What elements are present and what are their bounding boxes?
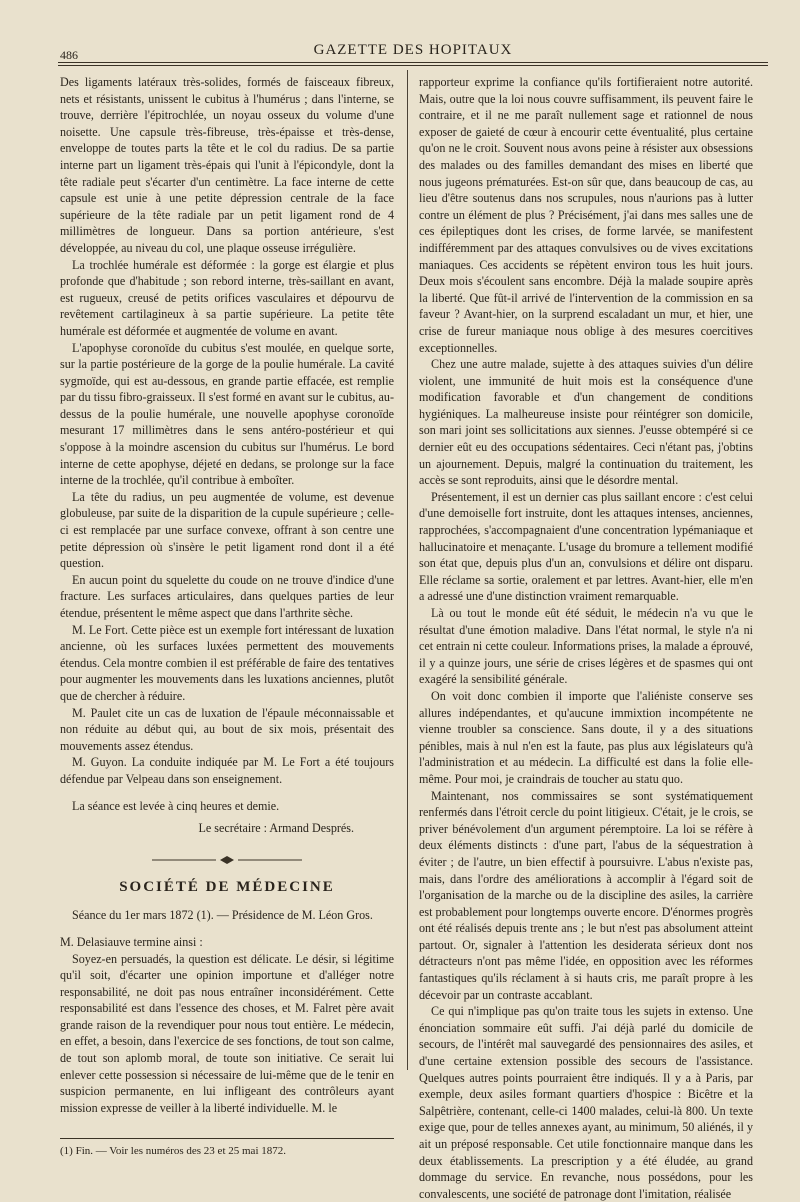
paragraph: M. Guyon. La conduite indiquée par M. Le Fort a été toujours défendue par Velpeau dans son enseignement. <box>60 755 394 786</box>
section-title: SOCIÉTÉ DE MÉDECINE <box>119 878 335 895</box>
footnote-rule <box>60 1138 394 1139</box>
page-header <box>58 40 768 62</box>
page-number: 486 <box>60 48 78 62</box>
paragraph: Des ligaments latéraux très-solides, formés de faisceaux fibreux, nets et résistants, unissent le cubitus à l'humérus ; dans l'interne, se trouve, derrière l'épitrochlée, un noyau osseux du volume d'une noisette. Une capsule très-fibreuse, très-épaisse et très-dense, enveloppe de toutes parts la tête et le col du radius. De sa partie interne part un ligament très-épais qui l'unit à l'épicondyle, dont la tête radiale peut s'écarter d'un centimètre. La face interne de cette capsule est unie à une petite dépression centrale de la face supérieure de la tête radiale par un petit ligament rond de 4 millimètres de longueur. Dans sa portion antérieure, s'est développée, au niveau du col, une plaque osseuse irrégulière. <box>60 75 394 255</box>
right-column <box>419 74 753 1202</box>
paragraph: M. Le Fort. Cette pièce est un exemple fort intéressant de luxation ancienne, où les surfaces luxées permettent des mouvements étendus. Cela montre combien il est préférable de faire des tentatives pour augmenter les mouvements dans les luxations anciennes, plutôt que de chercher à réduire. <box>60 622 394 703</box>
secretary-signature: Le secrétaire : Armand Després. <box>198 821 354 836</box>
header-rule <box>58 62 768 63</box>
paragraph: L'apophyse coronoïde du cubitus s'est moulée, en quelque sorte, sur la partie postérieure de la gorge de la poulie humérale. La cavité sygmoïde, qui est au-dessous, en grande partie effacée, est remplie par du tissu fibro-graisseux. Il s'est formé en avant sur le cubitus, au-dessus de la poulie humérale, une nouvelle apophyse coronoïde mesurant 17 millimètres dans le sens antéro-postérieur et qui s'oppose à la moindre ascension du cubitus sur l'humérus. Le bord interne de cette apophyse, déjeté en dedans, se prolonge sur la face interne de la trochlée, qu'il contribue à emboîter. <box>60 340 394 488</box>
paragraph: Chez une autre malade, sujette à des attaques suivies d'un délire violent, une immunité de huit mois est la conséquence d'une modification favorable et d'un changement de conditions hygiéniques. La malheureuse insiste pour réintégrer son domicile, son mari joint ses sollicitations aux siennes. J'eusse obtempéré si ce dernier eût eu des occupations sédentaires. Ceci n'étant pas, j'obtins un ajournement. Depuis, malgré la continuation du traitement, les accès se sont reproduits, ainsi que le désordre mental. <box>419 357 753 488</box>
paragraph: Présentement, il est un dernier cas plus saillant encore : c'est celui d'une demoiselle fort instruite, dont les attaques intenses, anciennes, rapprochées, s'accompagnaient d'une concentration lypémaniaque et hallucinatoire et menaçante. L'usage du bromure a tellement modifié son état que, depuis plus d'un an, convulsions et délire ont disparu. Elle réclame sa sortie, oralement et par lettres. Avant-hier, elle m'en a adressé une d'une distinction vraiment remarquable. <box>419 489 753 604</box>
left-column <box>60 74 394 1160</box>
header-rule-double <box>58 65 768 66</box>
running-title: GAZETTE DES HOPITAUX <box>313 42 513 58</box>
speaker-intro: M. Delasiauve termine ainsi : <box>60 934 203 949</box>
speech-paragraph: Soyez-en persuadés, la question est délicate. Le désir, si légitime qu'il soit, d'écarter une opinion importune et d'alléger notre responsabilité, ne doit pas nous entraîner inconsidérément. Cette responsabilité est dans l'essence des choses, et M. Falret père avait grande raison de la revendiquer pour nous tout entière. Le médecin, en effet, a besoin, dans l'exercice de ses fonctions, de tout son calme, de tout son aplomb moral, de toute son initiative. Ce serait lui enlever cette possession si nécessaire de lui-même que de le tenir en suspicion permanente, en lui infligeant des contrôleurs ayant mission expresse de veiller à la liberté individuelle. M. le <box>60 951 394 1115</box>
paragraph: Maintenant, nos commissaires se sont systématiquement renfermés dans l'étroit cercle du point litigieux. C'était, je le crois, se priver bénévolement d'un argument péremptoire. La loi se réfère à deux éléments distincts : d'une part, l'abus de la séquestration à éviter ; de l'autre, un bien effectif à poursuivre. L'abus n'existe pas, mais, dans l'ordre des améliorations à accomplir à l'égard soit de l'organisation de la marche ou de la discipline des asiles, la carrière est probablement pour longtemps ouverte encore. D'énormes progrès ont été réalisés depuis trente ans ; le but n'est pas absolument atteint partout. Or, signaler à l'attention les desiderata sérieux dont nos détracteurs n'ont pas même l'idée, en opposition avec les réformes fantastiques qu'ils réclament à si hauts cris, me paraît propre à les décevoir par un contraste accablant. <box>419 788 753 1002</box>
column-divider <box>407 70 408 1070</box>
ornament-divider <box>152 855 302 865</box>
paragraph: La tête du radius, un peu augmentée de volume, est devenue globuleuse, par suite de la disparition de la cupule supérieure ; celle-ci est remplacée par une surface convexe, offrant à son centre une petite dépression où s'insère le petit ligament rond dont il a été question. <box>60 489 394 571</box>
closing-line: La séance est levée à cinq heures et demie. <box>72 798 280 813</box>
session-line: Séance du 1er mars 1872 (1). — Présidence de M. Léon Gros. <box>72 908 373 923</box>
footnote: (1) Fin. — Voir les numéros des 23 et 25 mai 1872. <box>60 1145 286 1158</box>
paragraph: La trochlée humérale est déformée : la gorge est élargie et plus profonde que d'habitude ; son rebord interne, très-saillant en avant, est rugueux, creusé de petits orifices vasculaires et dépourvu de revêtement cartilagineux à sa partie supérieure. La petite tête humérale est déformée et augmentée de volume en avant. <box>60 257 394 338</box>
paragraph: Là ou tout le monde eût été séduit, le médecin n'a vu que le résultat d'une émotion maladive. Dans l'état normal, le style n'a ni cet entrain ni cette couleur. Informations prises, la malade a éprouvé, il y a quinze jours, une série de crises légères et de spasmes qui ont exagéré la sensibilité générale. <box>419 606 753 687</box>
paragraph: rapporteur exprime la confiance qu'ils fortifieraient notre autorité. Mais, outre que la loi nous couvre suffisamment, ils peuvent faire le contraire, et il ne me paraît nullement sage et rationnel de nous exposer de gaieté de cœur à encourir cette éventualité, plus certaine qu'on ne le croit. Souvent nous avons peine à résister aux obsessions des malades ou des familles demandant des mises en liberté que nous jugeons prématurées. Est-on sûr que, dans beaucoup de cas, au lieu d'être soutenus dans nos scrupules, nous n'aurions pas à lutter contre un élément de plus ? Précisément, j'ai dans mes salles une de ces épileptiques dont les crises, de forme larvée, se manifestent indifféremment par des attaques convulsives ou de vives excitations maniaques. Ces accidents se répètent environ tous les huit jours. Deux mois s'écoulent sans encombre. Déjà la malade soupire après la liberté. Que fût-il arrivé de l'intervention de la commission en sa faveur ? Avant-hier, on la surprend escaladant un mur, et hier, une crise de fureur maniaque nous oblige à des mesures coercitives exceptionnelles. <box>419 75 753 355</box>
paragraph: En aucun point du squelette du coude on ne trouve d'indice d'une fracture. Les surfaces articulaires, dans quelques parties de leur étendue, présentent le même aspect que dans l'arthrite sèche. <box>60 572 394 620</box>
paragraph: Ce qui n'implique pas qu'on traite tous les sujets in extenso. Une énonciation sommaire eût suffi. J'ai déjà parlé du domicile de secours, de l'intérêt mal sauvegardé des pensionnaires des asiles, et d'une certaine extension possible des secours de l'assistance. Quelques autres points pourraient être indiqués. Il y a à Paris, par exemple, deux asiles formant quartiers d'hospice : Bicêtre et la Salpêtrière, contenant, celle-ci 1400 malades, celui-là 800. Un texte exige que, pour de telles annexes ayant, au minimum, 50 aliénés, il y ait un préposé responsable. Cet utile fonctionnaire manque dans les deux établissements. La prescription y a été éludée, au grand dommage du service. En revanche, nous possédons, pour les convalescents, une société de patronage dont l'imitation, réalisée <box>419 1004 753 1201</box>
paragraph: M. Paulet cite un cas de luxation de l'épaule méconnaissable et non réduite au début qui, au bout de six mois, présentait des mouvements assez étendus. <box>60 705 394 753</box>
paragraph: On voit donc combien il importe que l'aliéniste conserve ses allures indépendantes, et qu'aucune immixtion incompétente ne vienne troubler sa conscience. Sans doute, il y a des situations pénibles, mais à nul n'en est la faute, pas plus aux législateurs qu'à l'administration et au médecin. La difficulté est dans la folie elle-même. Pour moi, je craindrais de toucher au statu quo. <box>419 688 753 786</box>
